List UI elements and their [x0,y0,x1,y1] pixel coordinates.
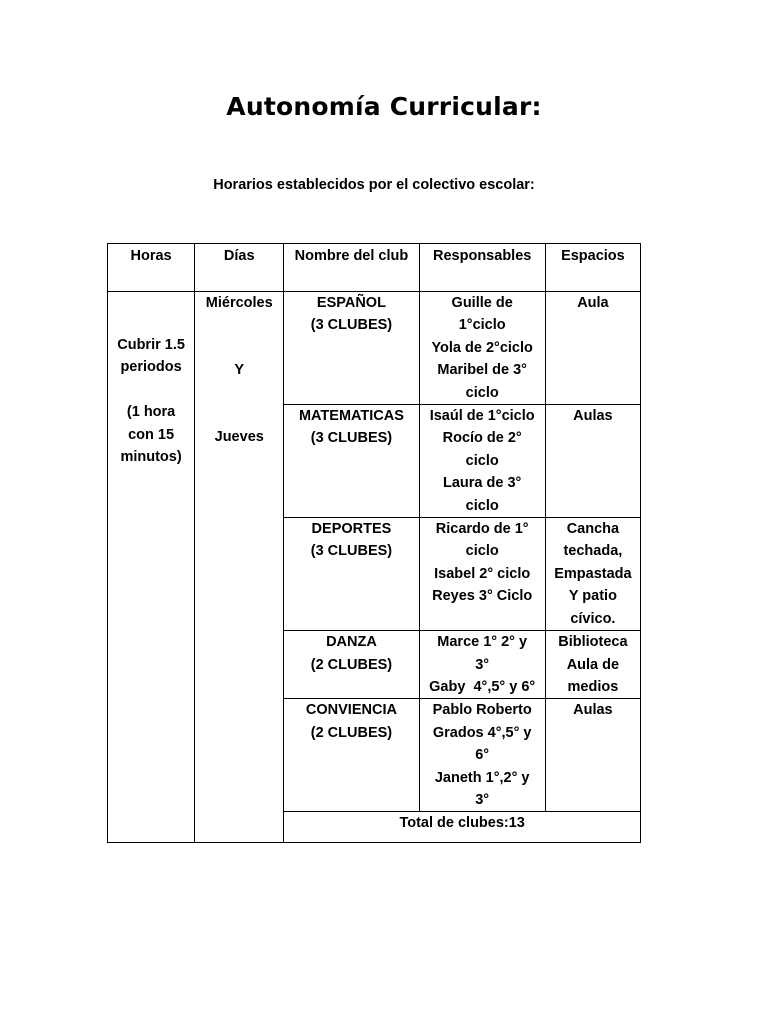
club-count: (2 CLUBES) [310,656,393,673]
responsable-line: ciclo [465,452,499,469]
responsable-line: ciclo [465,543,499,560]
header-dias: Días [195,244,284,292]
espacios-cell [545,518,640,631]
responsable-line: Pablo Roberto [432,702,532,719]
table-header-row [108,244,641,292]
header-responsables: Responsables [419,244,545,292]
responsables-cell [419,699,545,812]
document-subtitle: Horarios establecidos por el colectivo escolar: [213,177,535,193]
club-cell [284,292,419,405]
responsable-line: 3° [475,656,490,673]
espacio-line: techada, [563,543,623,560]
horas-line: periodos [120,359,182,376]
club-count: (2 CLUBES) [310,724,393,741]
espacio-line: medios [567,678,619,695]
responsables-cell [419,405,545,518]
responsable-line: Grados 4°,5° y [432,724,532,741]
horas-line: minutos) [120,449,182,466]
club-cell [284,631,419,699]
espacio-line: Biblioteca [558,634,628,651]
club-cell [284,518,419,631]
responsable-line: 6° [475,747,490,764]
responsable-line: Marce 1° 2° y [437,634,528,651]
responsable-line: Reyes 3° Ciclo [432,588,533,605]
responsable-line: Guille de [451,295,513,311]
espacios-cell [545,699,640,812]
espacio-line: Empastada [554,565,632,582]
responsable-line: Gaby 4°,5° y 6° [429,678,536,695]
header-club: Nombre del club [284,244,419,292]
club-count: (3 CLUBES) [310,317,393,334]
espacios-cell [545,405,640,518]
responsables-cell [419,518,545,631]
responsables-cell [419,631,545,699]
horas-line: Cubrir 1.5 [117,337,185,353]
total-clubs: Total de clubes:13 [284,812,641,843]
responsable-line: Isabel 2° ciclo [434,565,531,582]
club-name: MATEMATICAS [298,408,404,425]
espacio-line: Aulas [573,702,613,719]
club-name: ESPAÑOL [316,295,386,311]
club-name: DANZA [326,634,377,651]
table-row [108,292,641,405]
responsable-line: Maribel de 3° [437,362,527,379]
dias-line: Jueves [214,429,264,446]
espacio-line: Aula de [566,656,620,673]
club-name: DEPORTES [311,521,392,538]
horas-cell [108,292,195,843]
espacios-cell [545,292,640,405]
responsable-line: ciclo [465,497,499,514]
responsable-line: Janeth 1°,2° y [434,769,530,786]
dias-line: Miércoles [205,295,273,311]
espacio-line: Cancha [566,521,620,538]
responsable-line: 1°ciclo [458,317,506,334]
espacio-line: cívico. [570,610,616,627]
horas-line: con 15 [128,426,175,443]
dias-cell [195,292,284,843]
club-cell [284,699,419,812]
responsable-line: Isaúl de 1°ciclo [429,408,535,425]
club-name: CONVIENCIA [305,702,397,719]
responsable-line: Laura de 3° [443,475,522,492]
dias-line: Y [234,362,245,379]
espacio-line: Y patio [568,588,617,605]
club-count: (3 CLUBES) [310,543,393,560]
schedule-table [107,243,641,843]
header-espacios: Espacios [545,244,640,292]
responsable-line: ciclo [465,384,499,401]
espacios-cell [545,631,640,699]
responsable-line: 3° [475,791,490,808]
espacio-line: Aulas [573,408,613,425]
espacio-line: Aula [577,295,609,311]
responsable-line: Yola de 2°ciclo [431,339,533,356]
club-count: (3 CLUBES) [310,430,393,447]
responsables-cell [419,292,545,405]
header-horas: Horas [108,244,195,292]
responsable-line: Ricardo de 1° [435,521,529,538]
club-cell [284,405,419,518]
horas-line: (1 hora [126,404,176,421]
responsable-line: Rocío de 2° [442,430,522,447]
document-title: Autonomía Curricular: [226,92,542,121]
